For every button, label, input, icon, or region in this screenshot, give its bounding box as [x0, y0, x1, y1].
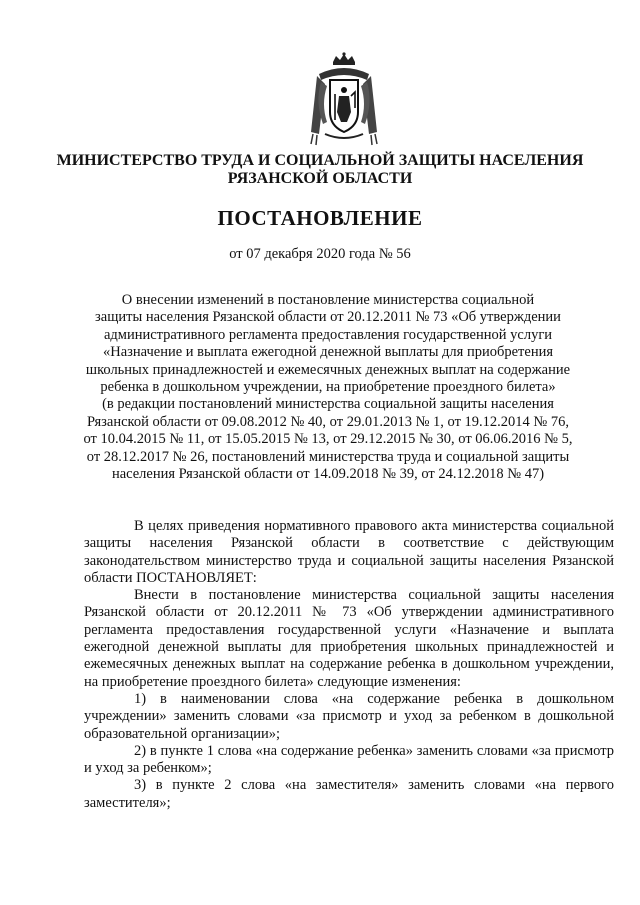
subject-line: от 28.12.2017 № 26, постановлений министерства труда и социальной защиты [86, 448, 570, 465]
amendment-item-1: 1) в наименовании слова «на содержание ребенка в дошкольном учреждении» заменить словами «за присмотр и уход за ребенком в дошкольной образовательной организации»; [84, 690, 614, 742]
subject-line: административного регламента предоставления государственной услуги [103, 326, 553, 343]
body-paragraph-main: Внести в постановление министерства социальной защиты населения Рязанской области от 20.12.2011 № 73 «Об утверждении административного регламента предоставления государственной услуги «Назначение и выплата ежегодной денежной выплаты для приобретения школьных принадлежностей и ежемесячных денежных выплат на содержание ребенка в дошкольном учреждении, на приобретение проездного билета» следующие изменения: [84, 587, 614, 690]
subject-line: ребенка в дошкольном учреждении, на приобретение проездного билета» [100, 379, 556, 396]
document-body [84, 518, 614, 812]
subject-line: Рязанской области от 09.08.2012 № 40, от 29.01.2013 № 1, от 19.12.2014 № 76, [86, 413, 570, 430]
body-paragraph-preamble: В целях приведения нормативного правового акта министерства социальной защиты населения Рязанской области в соответствие с действующим законодательством министерство труда и социальной защиты населения Рязанской области ПОСТАНОВЛЯЕТ: [84, 518, 614, 586]
subject-line: «Назначение и выплата ежегодной денежной выплаты для приобретения [102, 344, 554, 361]
document-date: от 07 декабря 2020 года № 56 [229, 246, 411, 262]
ministry-line-1: МИНИСТЕРСТВО ТРУДА И СОЦИАЛЬНОЙ ЗАЩИТЫ НАСЕЛЕНИЯ [56, 152, 584, 169]
document-subject [78, 292, 578, 483]
coat-of-arms-icon [305, 52, 383, 148]
subject-line: (в редакции постановлений министерства социальной защиты населения [102, 396, 554, 413]
amendment-item-2: 2) в пункте 1 слова «на содержание ребенка» заменить словами «за присмотр и уход за ребенком»; [84, 742, 614, 777]
subject-line: защиты населения Рязанской области от 20.12.2011 № 73 «Об утверждении [95, 309, 561, 326]
document-type: ПОСТАНОВЛЕНИЕ [217, 206, 423, 230]
amendment-item-3: 3) в пункте 2 слова «на заместителя» заменить словами «на первого заместителя»; [84, 777, 614, 811]
ministry-name [0, 152, 640, 188]
subject-line: О внесении изменений в постановление министерства социальной [121, 292, 535, 308]
subject-line: населения Рязанской области от 14.09.2018 № 39, от 24.12.2018 № 47) [111, 466, 545, 483]
subject-line: от 10.04.2015 № 11, от 15.05.2015 № 13, от 29.12.2015 № 30, от 06.06.2016 № 5, [83, 431, 573, 448]
ministry-line-2: РЯЗАНСКОЙ ОБЛАСТИ [227, 170, 413, 187]
subject-line: школьных принадлежностей и ежемесячных денежных выплат на содержание [85, 361, 571, 378]
